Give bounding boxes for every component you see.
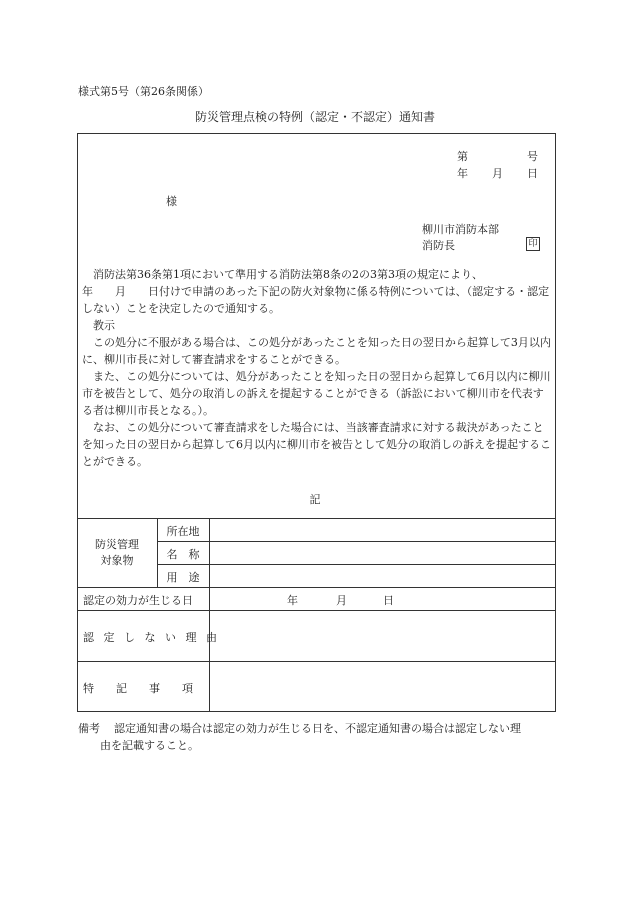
addressee-sama: 様 — [166, 195, 177, 208]
effective-year: 年 — [287, 594, 298, 607]
body-paragraph-1-cont: 年 月 日付けで申請のあった下記の防火対象物に係る特例については、（認定する・認定しない）ことを決定したので通知する。 — [82, 285, 550, 315]
remarks-line-1: 認定通知書の場合は認定の効力が生じる日を、不認定通知書の場合は認定しない理 — [114, 722, 521, 735]
issuer-title: 消防長 — [422, 239, 455, 252]
ki-label: 記 — [309, 493, 321, 506]
instruction-3: なお、この処分について審査請求をした場合には、当該審査請求に対する裁決があったことを知った日の翌日から起算して6月以内に柳川市を被告として処分の取消しの訴えを提起することができる。 — [82, 421, 551, 468]
body-paragraph-1: 消防法第36条第1項において準用する消防法第8条の2の3第3項の規定により、 — [93, 268, 483, 281]
remarks-line-2: 由を記載すること。 — [100, 739, 199, 752]
object-label-1: 防災管理 — [95, 538, 139, 551]
issuer-org: 柳川市消防本部 — [422, 223, 499, 236]
notice-number-prefix: 第 — [457, 150, 468, 163]
row-line-1 — [157, 541, 556, 542]
table-top-line — [77, 518, 556, 519]
effective-month: 月 — [336, 594, 347, 607]
form-number: 様式第5号（第26条関係） — [78, 85, 209, 98]
notice-year: 年 — [457, 167, 468, 180]
address-label: 所在地 — [166, 525, 200, 538]
notice-month: 月 — [492, 167, 503, 180]
row-line-2 — [157, 564, 556, 565]
seal-icon: 印 — [526, 237, 540, 251]
notice-number-suffix: 号 — [527, 150, 538, 163]
notes-label: 特記事項 — [83, 682, 215, 695]
effective-day: 日 — [383, 594, 394, 607]
row-line-3 — [77, 587, 556, 588]
row-line-5 — [77, 661, 556, 662]
seal-mark — [524, 236, 540, 251]
notice-day: 日 — [527, 167, 538, 180]
instruction-heading: 教示 — [93, 319, 115, 332]
effective-date-label: 認定の効力が生じる日 — [83, 594, 193, 607]
instruction-1: この処分に不服がある場合は、この処分があったことを知った日の翌日から起算して3月以内に、柳川市長に対して審査請求をすることができる。 — [82, 336, 551, 366]
remarks-heading: 備考 — [78, 722, 100, 735]
object-label-2: 対象物 — [100, 554, 134, 567]
row-line-4 — [77, 610, 556, 611]
use-label: 用 途 — [166, 571, 200, 584]
document-title: 防災管理点検の特例（認定・不認定）通知書 — [194, 110, 435, 124]
reason-label: 認定しない理由 — [83, 631, 227, 644]
name-label: 名 称 — [166, 548, 200, 561]
instruction-2: また、この処分については、処分があったことを知った日の翌日から起算して6月以内に柳川市を被告として、処分の取消しの訴えを提起することができる（訴訟において柳川市を代表する者は柳川市長となる。）。 — [82, 370, 551, 417]
